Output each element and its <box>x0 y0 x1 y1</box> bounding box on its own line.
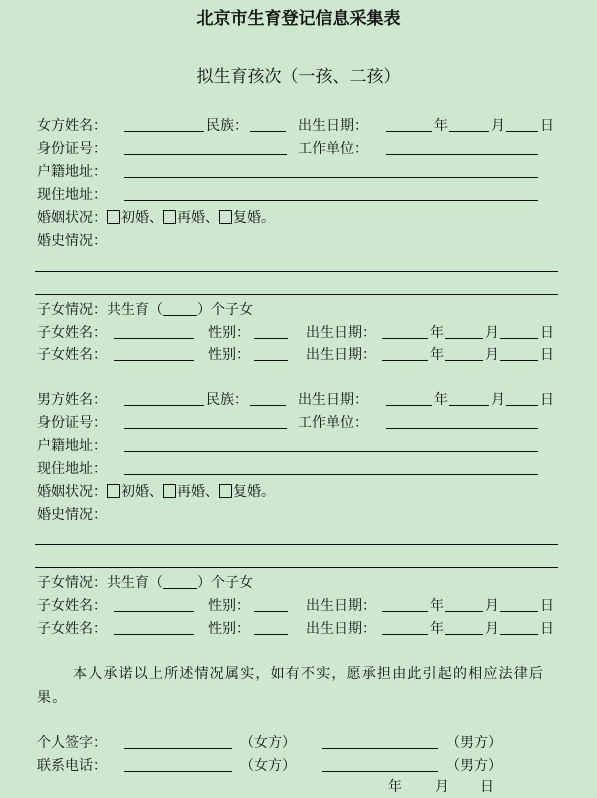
female-work-field[interactable] <box>386 154 538 155</box>
male-birth-day-field[interactable] <box>506 405 538 406</box>
child-month-label: 月 <box>485 598 499 614</box>
child-birth-day-field[interactable] <box>500 360 538 361</box>
child-gender-label: 性别： <box>208 325 250 341</box>
child-name-label: 子女姓名： <box>37 325 107 341</box>
female-marital-row <box>37 209 275 227</box>
child-birth-month-field[interactable] <box>445 634 483 635</box>
child-birth-month-field[interactable] <box>445 338 483 339</box>
male-birth-day-label: 日 <box>540 392 554 408</box>
male-marital-label: 婚姻状况： <box>37 484 107 500</box>
female-birth-day-field[interactable] <box>506 131 538 132</box>
male-ethnicity-field[interactable] <box>250 405 286 406</box>
child-name-field[interactable] <box>114 634 194 635</box>
child-name-label: 子女姓名： <box>37 598 107 614</box>
female-work-label: 工作单位： <box>298 141 368 157</box>
female-marital-label: 婚姻状况： <box>37 210 107 226</box>
male-signature-field[interactable] <box>322 748 438 749</box>
child-day-label: 日 <box>540 621 554 637</box>
female-hukou-field[interactable] <box>124 177 538 178</box>
child-gender-field[interactable] <box>254 611 288 612</box>
phone-male-label: （男方） <box>446 758 502 774</box>
children-total-label: 共生育（ <box>107 575 163 591</box>
female-birth-day-label: 日 <box>540 118 554 134</box>
male-birth-label: 出生日期： <box>298 392 368 408</box>
child-birth-month-field[interactable] <box>445 360 483 361</box>
female-first-marriage-label: 初婚、 <box>121 210 163 226</box>
child-year-label: 年 <box>430 325 444 341</box>
male-history-label: 婚史情况： <box>37 507 107 523</box>
child-name-label: 子女姓名： <box>37 347 107 363</box>
female-birth-year-label: 年 <box>434 118 448 134</box>
child-gender-field[interactable] <box>254 634 288 635</box>
child-month-label: 月 <box>485 325 499 341</box>
female-ethnicity-label: 民族： <box>206 118 248 134</box>
signature-male-label: （男方） <box>446 735 502 751</box>
child-gender-field[interactable] <box>254 338 288 339</box>
pledge-text: 本人承诺以上所述情况属实，如有不实，愿承担由此引起的相应法律后果。 <box>37 666 545 706</box>
phone-female-label: （女方） <box>240 758 296 774</box>
child-gender-field[interactable] <box>254 360 288 361</box>
child-birth-year-field[interactable] <box>382 611 428 612</box>
pledge-paragraph <box>37 662 567 710</box>
female-phone-field[interactable] <box>124 771 232 772</box>
form-title: 北京市生育登记信息采集表 <box>196 9 401 29</box>
child-name-field[interactable] <box>114 338 194 339</box>
male-name-label: 男方姓名： <box>37 392 107 408</box>
female-name-label: 女方姓名： <box>37 118 107 134</box>
child-birth-day-field[interactable] <box>500 634 538 635</box>
female-ethnicity-field[interactable] <box>250 131 286 132</box>
children-total-label: 共生育（ <box>107 302 163 318</box>
child-birth-day-field[interactable] <box>500 338 538 339</box>
child-gender-label: 性别： <box>208 621 250 637</box>
male-work-label: 工作单位： <box>298 415 368 431</box>
footer-day-label: 日 <box>480 779 494 795</box>
female-re-remarry-label: 复婚。 <box>233 210 275 226</box>
female-birth-month-label: 月 <box>491 118 505 134</box>
female-remarriage-checkbox[interactable] <box>163 210 176 224</box>
child-birth-label: 出生日期： <box>306 325 376 341</box>
child-name-field[interactable] <box>114 360 194 361</box>
children-count-suffix: ）个子女 <box>197 302 253 318</box>
female-id-field[interactable] <box>124 154 287 155</box>
female-remarriage-label: 再婚、 <box>177 210 219 226</box>
child-day-label: 日 <box>540 598 554 614</box>
male-marital-row <box>37 483 275 501</box>
male-address-field[interactable] <box>124 474 538 475</box>
children-count-suffix: ）个子女 <box>197 575 253 591</box>
child-birth-label: 出生日期： <box>306 621 376 637</box>
child-name-field[interactable] <box>114 611 194 612</box>
male-birth-month-label: 月 <box>491 392 505 408</box>
male-hukou-label: 户籍地址： <box>37 438 107 454</box>
child-month-label: 月 <box>485 621 499 637</box>
footer-month-label: 月 <box>435 779 449 795</box>
child-birth-year-field[interactable] <box>382 338 428 339</box>
female-address-label: 现住地址： <box>37 187 107 203</box>
signature-label: 个人签字： <box>37 735 107 751</box>
female-re-remarry-checkbox[interactable] <box>219 210 232 224</box>
child-birth-day-field[interactable] <box>500 611 538 612</box>
male-phone-field[interactable] <box>322 771 438 772</box>
male-first-marriage-label: 初婚、 <box>121 484 163 500</box>
female-history-line-1[interactable] <box>35 271 558 272</box>
male-id-label: 身份证号： <box>37 415 107 431</box>
male-history-line-1[interactable] <box>35 544 558 545</box>
form-subtitle: 拟生育孩次（一孩、二孩） <box>196 67 401 87</box>
male-address-label: 现住地址： <box>37 461 107 477</box>
child-birth-year-field[interactable] <box>382 360 428 361</box>
female-name-field[interactable] <box>124 131 204 132</box>
female-history-label: 婚史情况： <box>37 233 107 249</box>
child-year-label: 年 <box>430 621 444 637</box>
child-birth-month-field[interactable] <box>445 611 483 612</box>
children-count-field[interactable] <box>163 574 197 589</box>
child-year-label: 年 <box>430 598 444 614</box>
child-birth-year-field[interactable] <box>382 634 428 635</box>
male-work-field[interactable] <box>386 428 538 429</box>
female-birth-year-field[interactable] <box>386 131 432 132</box>
signature-female-label: （女方） <box>240 735 296 751</box>
child-name-label: 子女姓名： <box>37 621 107 637</box>
female-birth-label: 出生日期： <box>298 118 368 134</box>
female-birth-month-field[interactable] <box>449 131 489 132</box>
male-id-field[interactable] <box>124 428 287 429</box>
child-day-label: 日 <box>540 347 554 363</box>
child-day-label: 日 <box>540 325 554 341</box>
male-re-remarry-label: 复婚。 <box>233 484 275 500</box>
male-birth-month-field[interactable] <box>449 405 489 406</box>
child-month-label: 月 <box>485 347 499 363</box>
footer-year-label: 年 <box>388 779 402 795</box>
male-re-remarry-checkbox[interactable] <box>219 484 232 498</box>
male-birth-year-field[interactable] <box>386 405 432 406</box>
female-history-line-2[interactable] <box>35 294 558 295</box>
male-hukou-field[interactable] <box>124 451 538 452</box>
child-year-label: 年 <box>430 347 444 363</box>
male-birth-year-label: 年 <box>434 392 448 408</box>
child-gender-label: 性别： <box>208 347 250 363</box>
child-birth-label: 出生日期： <box>306 598 376 614</box>
children-status-row-1 <box>37 301 253 319</box>
female-id-label: 身份证号： <box>37 141 107 157</box>
male-name-field[interactable] <box>124 405 204 406</box>
female-first-marriage-checkbox[interactable] <box>107 210 120 224</box>
children-status-label: 子女情况： <box>37 575 107 591</box>
male-remarriage-label: 再婚、 <box>177 484 219 500</box>
child-birth-label: 出生日期： <box>306 347 376 363</box>
female-address-field[interactable] <box>124 200 538 201</box>
male-history-line-2[interactable] <box>35 567 558 568</box>
children-count-field[interactable] <box>163 301 197 316</box>
male-first-marriage-checkbox[interactable] <box>107 484 120 498</box>
children-status-label: 子女情况： <box>37 302 107 318</box>
children-status-row-2 <box>37 574 253 592</box>
male-ethnicity-label: 民族： <box>206 392 248 408</box>
female-signature-field[interactable] <box>124 748 232 749</box>
child-gender-label: 性别： <box>208 598 250 614</box>
female-hukou-label: 户籍地址： <box>37 164 107 180</box>
phone-label: 联系电话： <box>37 758 107 774</box>
male-remarriage-checkbox[interactable] <box>163 484 176 498</box>
